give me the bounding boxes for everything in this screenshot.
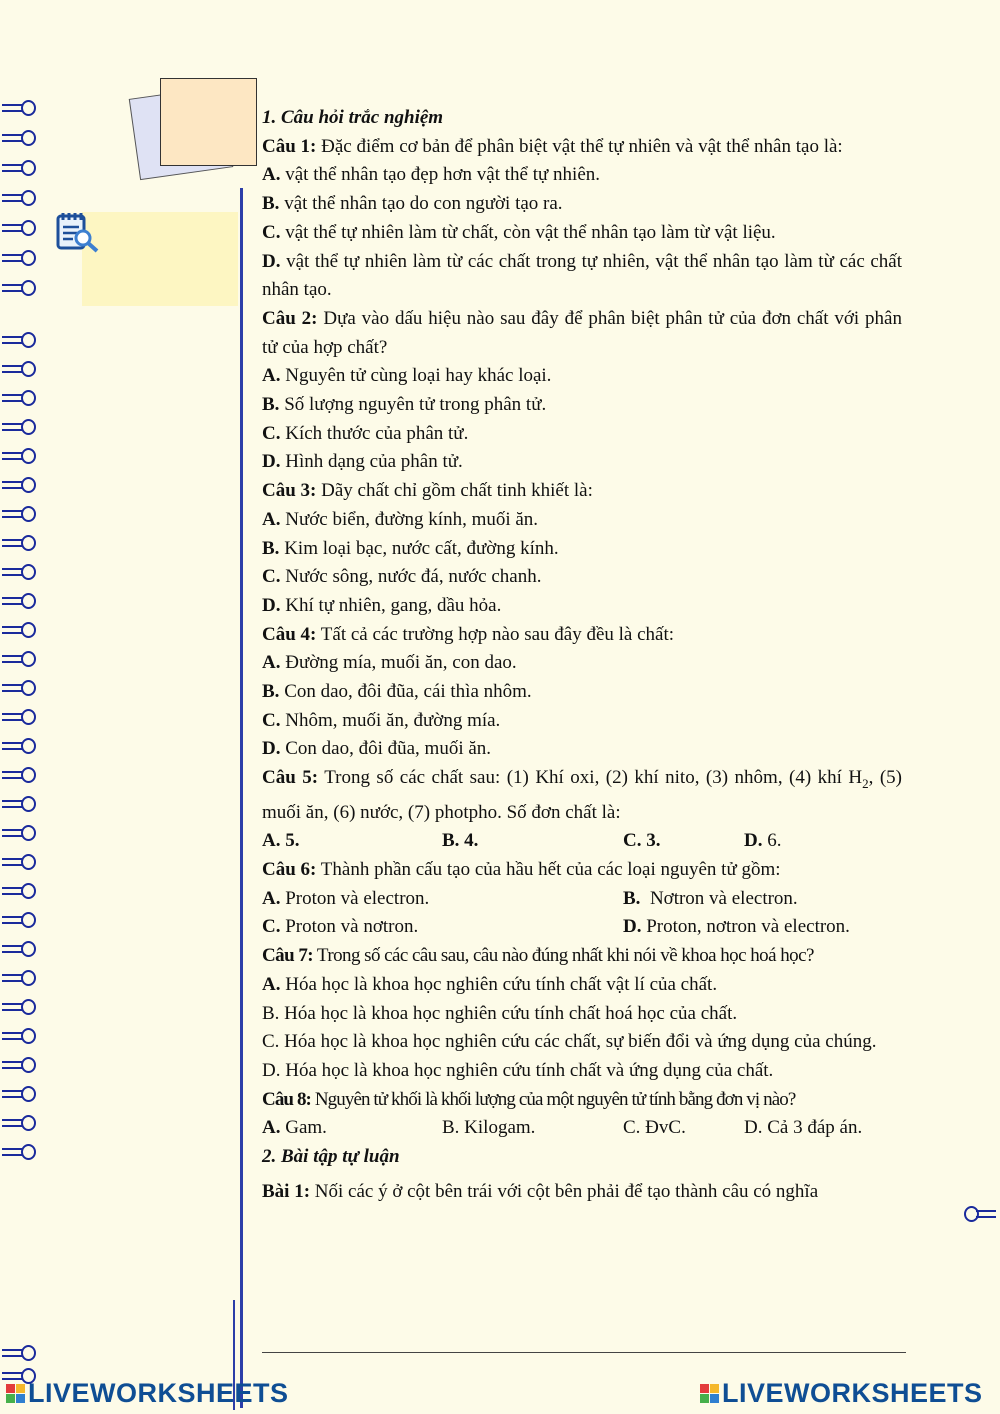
question-8: Câu 8: Nguyên tử khối là khối lượng của một nguyên tử tính bằng đơn vị nào? xyxy=(262,1088,796,1110)
option-4d: D. Con dao, đôi đũa, muối ăn. xyxy=(262,738,492,760)
option-3a: A. Nước biển, đường kính, muối ăn. xyxy=(262,508,539,530)
binder-ring-icon xyxy=(2,160,38,176)
option-6d: D. Proton, nơtron và electron. xyxy=(623,916,850,938)
binder-ring-icon xyxy=(2,1028,38,1044)
section-title: 1. Câu hỏi trắc nghiệm xyxy=(262,107,444,128)
notepad-search-icon xyxy=(55,210,101,254)
binder-ring-icon xyxy=(2,1345,38,1361)
binder-ring-icon xyxy=(2,506,38,522)
binder-ring-icon xyxy=(2,941,38,957)
binder-ring-icon xyxy=(2,332,38,348)
binder-ring-icon xyxy=(2,854,38,870)
binder-ring-icon xyxy=(2,190,38,206)
option-7d: D. Hóa học là khoa học nghiên cứu tính chất và ứng dụng của chất. xyxy=(262,1060,774,1081)
binder-ring-icon xyxy=(2,970,38,986)
binder-ring-icon xyxy=(2,738,38,754)
options-row-5 xyxy=(262,827,902,856)
liveworksheets-logo: LIVEWORKSHEETS xyxy=(6,1378,289,1409)
option-4a: A. Đường mía, muối ăn, con dao. xyxy=(262,652,517,674)
binder-ring-icon xyxy=(2,1057,38,1073)
logo-mark-icon xyxy=(6,1384,25,1403)
option-3d: D. Khí tự nhiên, gang, dầu hỏa. xyxy=(262,594,502,616)
highlight-box xyxy=(82,212,238,306)
binder-ring-icon xyxy=(2,220,38,236)
options-row-6a xyxy=(262,885,902,914)
option-6a: A. Proton và electron. xyxy=(262,887,430,909)
option-7a: A. Hóa học là khoa học nghiên cứu tính chất vật lí của chất. xyxy=(262,973,718,995)
binder-ring-icon xyxy=(2,390,38,406)
liveworksheets-logo-right: LIVEWORKSHEETS xyxy=(700,1378,983,1409)
binder-ring-icon xyxy=(962,1206,998,1222)
margin-line xyxy=(240,188,243,1408)
binder-ring-icon xyxy=(2,361,38,377)
option-1d: D. vật thể tự nhiên làm từ các chất trong tự nhiên, vật thể nhân tạo làm từ các chất nhân tạo. xyxy=(262,250,902,301)
option-3b: B. Kim loại bạc, nước cất, đường kính. xyxy=(262,537,559,559)
binder-ring-icon xyxy=(2,130,38,146)
binder-ring-icon xyxy=(2,280,38,296)
binder-ring-icon xyxy=(2,1115,38,1131)
binder-ring-icon xyxy=(2,709,38,725)
question-4: Câu 4: Tất cả các trường hợp nào sau đây đều là chất: xyxy=(262,623,675,645)
option-1c: C. vật thể tự nhiên làm từ chất, còn vật thể nhân tạo làm từ vật liệu. xyxy=(262,221,776,243)
option-1b: B. vật thể nhân tạo do con người tạo ra. xyxy=(262,193,563,215)
option-8a: A. Gam. xyxy=(262,1117,327,1139)
option-4b: B. Con dao, đôi đũa, cái thìa nhôm. xyxy=(262,681,532,703)
question-2: Câu 2: Dựa vào dấu hiệu nào sau đây để phân biệt phân tử của đơn chất với phân tử của hợp chất? xyxy=(262,307,902,358)
option-6b: B. Nơtron và electron. xyxy=(623,887,798,909)
option-2a: A. Nguyên tử cùng loại hay khác loại. xyxy=(262,365,552,387)
option-6c: C. Proton và nơtron. xyxy=(262,916,419,938)
option-8d: D. Cả 3 đáp án. xyxy=(744,1117,863,1139)
logo-mark-icon xyxy=(700,1384,719,1403)
option-8c: C. ĐvC. xyxy=(623,1117,686,1139)
binder-ring-icon xyxy=(2,912,38,928)
question-3: Câu 3: Dãy chất chỉ gồm chất tinh khiết là: xyxy=(262,480,593,502)
binder-ring-icon xyxy=(2,622,38,638)
binder-ring-icon xyxy=(2,535,38,551)
option-8b: B. Kilogam. xyxy=(442,1117,536,1139)
option-2b: B. Số lượng nguyên tử trong phân tử. xyxy=(262,394,547,416)
binder-ring-icon xyxy=(2,477,38,493)
binder-ring-icon xyxy=(2,250,38,266)
exercise-1: Bài 1: Nối các ý ở cột bên trái với cột bên phải để tạo thành câu có nghĩa xyxy=(262,1180,819,1202)
binder-ring-icon xyxy=(2,999,38,1015)
binder-ring-icon xyxy=(2,100,38,116)
binder-ring-icon xyxy=(2,651,38,667)
binder-ring-icon xyxy=(2,680,38,696)
option-2d: D. Hình dạng của phân tử. xyxy=(262,451,463,473)
binder-ring-icon xyxy=(2,1144,38,1160)
option-5b: B. 4. xyxy=(442,830,479,852)
section-title-2: 2. Bài tập tự luận xyxy=(262,1146,400,1168)
binder-ring-icon xyxy=(2,593,38,609)
binder-ring-icon xyxy=(2,1086,38,1102)
binder-ring-icon xyxy=(2,767,38,783)
option-4c: C. Nhôm, muối ăn, đường mía. xyxy=(262,709,501,731)
question-1: Câu 1: Đặc điểm cơ bản để phân biệt vật thể tự nhiên và vật thể nhân tạo là: xyxy=(262,135,843,157)
option-3c: C. Nước sông, nước đá, nước chanh. xyxy=(262,566,542,588)
binder-ring-icon xyxy=(2,825,38,841)
option-1a: A. vật thể nhân tạo đẹp hơn vật thể tự nhiên. xyxy=(262,164,600,186)
question-5: Câu 5: Trong số các chất sau: (1) Khí oxi, (2) khí nito, (3) nhôm, (4) khí $H_2$, (5) muối ăn, (6) nước, (7) photpho. Số đơn chất là: xyxy=(262,767,902,823)
option-5a: A. 5. xyxy=(262,830,300,852)
option-2c: C. Kích thước của phân tử. xyxy=(262,422,469,444)
option-5d: D. 6. xyxy=(744,830,782,852)
binder-ring-icon xyxy=(2,448,38,464)
binder-ring-icon xyxy=(2,796,38,812)
bottom-divider xyxy=(262,1352,906,1353)
option-5c: C. 3. xyxy=(623,830,661,852)
options-row-6b xyxy=(262,913,902,942)
question-7: Câu 7: Trong số các câu sau, câu nào đúng nhất khi nói về khoa học hoá học? xyxy=(262,945,814,967)
worksheet-content xyxy=(262,104,902,1207)
binder-ring-icon xyxy=(2,883,38,899)
option-7b: B. Hóa học là khoa học nghiên cứu tính chất hoá học của chất. xyxy=(262,1002,738,1024)
binder-ring-icon xyxy=(2,419,38,435)
paper-sheet-front xyxy=(160,78,257,166)
option-7c: C. Hóa học là khoa học nghiên cứu các chất, sự biến đổi và ứng dụng của chúng. xyxy=(262,1031,877,1053)
question-6: Câu 6: Thành phần cấu tạo của hầu hết của các loại nguyên tử gồm: xyxy=(262,859,781,881)
options-row-8 xyxy=(262,1114,902,1143)
binder-ring-icon xyxy=(2,564,38,580)
